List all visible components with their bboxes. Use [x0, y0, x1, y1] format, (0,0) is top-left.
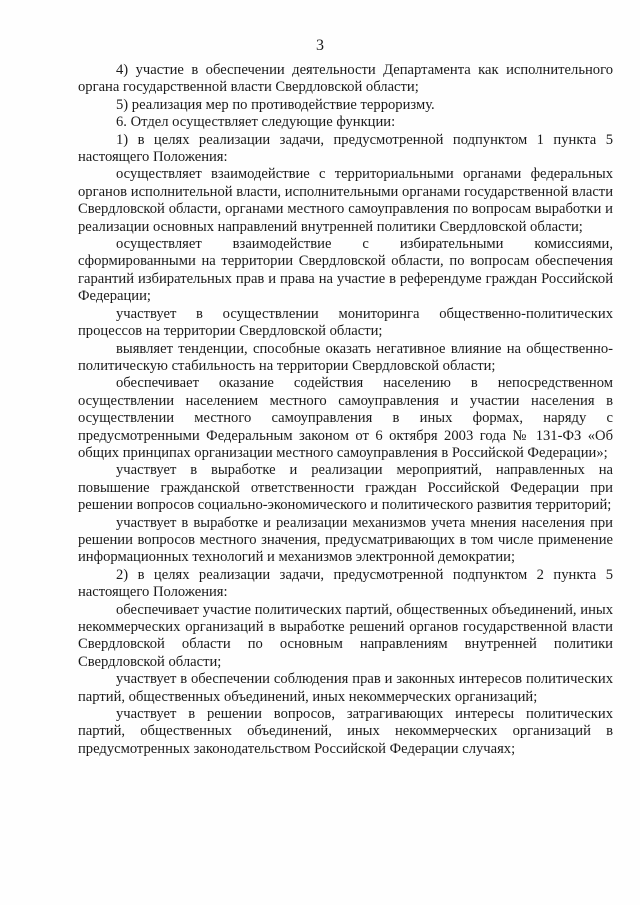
paragraph: 1) в целях реализации задачи, предусмотренной подпунктом 1 пункта 5 настоящего Положения: [78, 131, 613, 166]
paragraph: 5) реализация мер по противодействие терроризму. [116, 96, 435, 113]
paragraph: 4) участие в обеспечении деятельности Департамента как исполнительного органа государственной власти Свердловской области; [78, 62, 613, 96]
paragraph: осуществляет взаимодействие с избирательными комиссиями, сформированными на территории Свердловской области, по вопросам обеспечения гарантий избирательных прав и права на участие в референдуме граждан Российской Федерации; [78, 236, 613, 305]
paragraph: участвует в выработке и реализации механизмов учета мнения населения при решении вопросов местного значения, предусматривающих в том числе применение информационных технологий и механизмов электронной демократии; [78, 514, 613, 566]
paragraph: обеспечивает участие политических партий, общественных объединений, иных некоммерческих организаций в выработке решений органов государственной власти Свердловской области по основным направлениям внутренней политики Свердловской области; [78, 601, 613, 670]
paragraph: выявляет тенденции, способные оказать негативное влияние на общественно-политическую стабильность на территории Свердловской области; [78, 340, 613, 374]
page-number: 3 [316, 37, 324, 54]
paragraph: участвует в обеспечении соблюдения прав и законных интересов политических партий, общественных объединений, иных некоммерческих организаций; [78, 671, 613, 705]
paragraph: обеспечивает оказание содействия населению в непосредственном осуществлении населением местного самоуправления и участии населения в осуществлении местного самоуправления в иных формах, наряду с предусмотренными Федеральным законом от 6 октября 2003 года № 131-ФЗ «Об общих принципах организации местного самоуправления в Российской Федерации»; [78, 375, 613, 461]
paragraph: 2) в целях реализации задачи, предусмотренной подпунктом 2 пункта 5 настоящего Положения: [78, 566, 613, 601]
document-body [78, 62, 613, 758]
paragraph: участвует в осуществлении мониторинга общественно-политических процессов на территории Свердловской области; [78, 305, 613, 340]
paragraph: 6. Отдел осуществляет следующие функции: [116, 114, 396, 131]
paragraph: участвует в выработке и реализации мероприятий, направленных на повышение гражданской ответственности граждан Российской Федерации при решении вопросов социально-экономического и политического развития территорий; [78, 462, 613, 514]
paragraph: участвует в решении вопросов, затрагивающих интересы политических партий, общественных объединений, иных некоммерческих организаций в предусмотренных законодательством Российской Федерации случаях; [78, 706, 613, 757]
paragraph: осуществляет взаимодействие с территориальными органами федеральных органов исполнительной власти, исполнительными органами государственной власти Свердловской области, органами местного самоуправления по вопросам выработки и реализации основных направлений внутренней политики Свердловской области; [78, 166, 613, 235]
